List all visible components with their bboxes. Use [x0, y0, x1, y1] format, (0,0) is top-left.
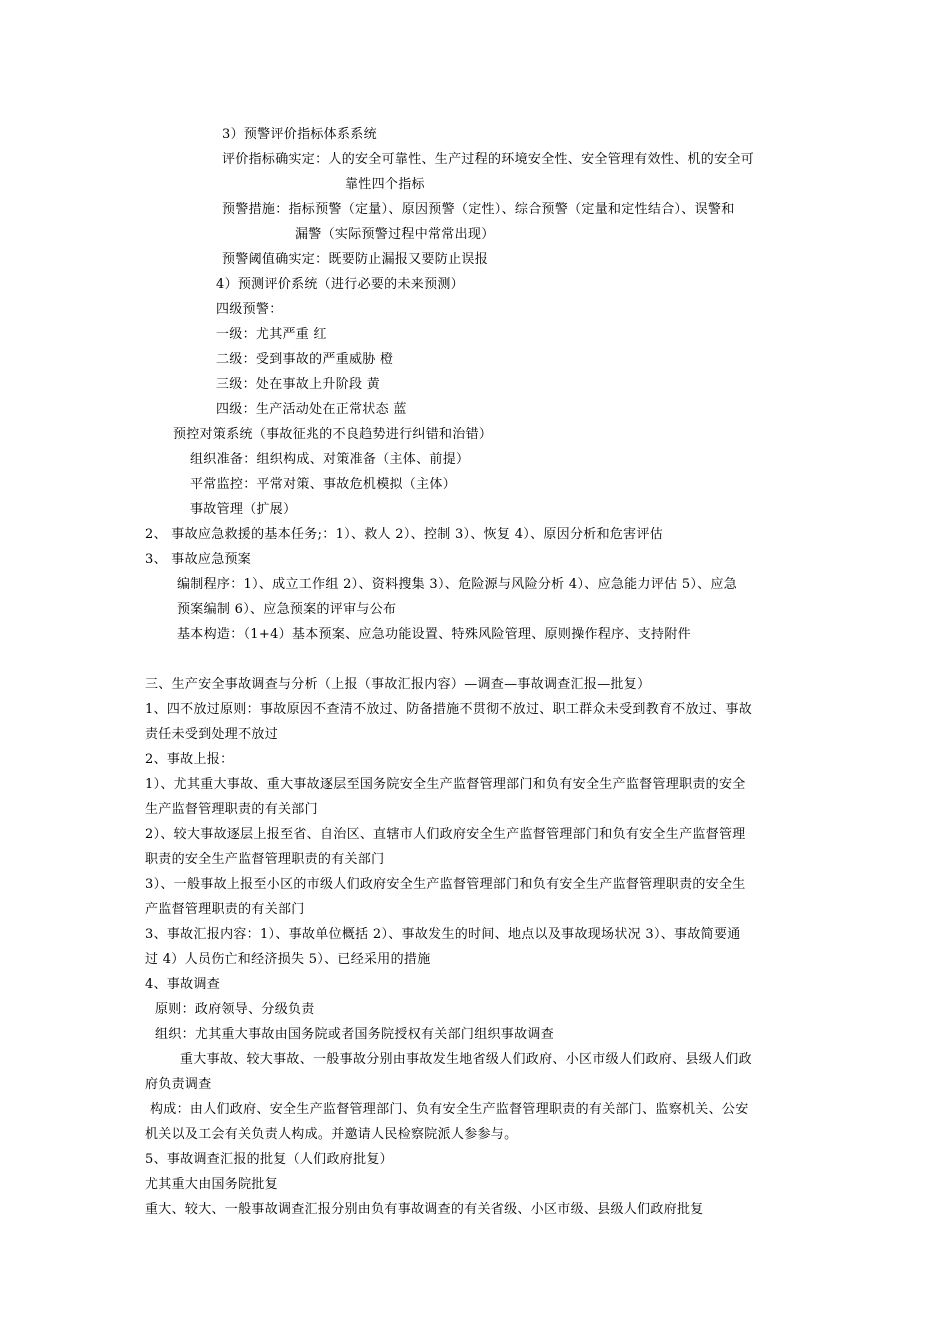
text-line: 一级：尤其严重 红 — [216, 327, 327, 342]
text-line: 4）预测评价系统（进行必要的未来预测） — [216, 277, 464, 292]
text-line: 组织准备：组织构成、对策准备（主体、前提） — [190, 452, 470, 467]
text-line: 1）、尤其重大事故、重大事故逐层至国务院安全生产监督管理部门和负有安全生产监督管理职责的安全 — [145, 777, 746, 792]
text-line: 2、事故上报： — [145, 752, 234, 767]
text-line: 构成：由人们政府、安全生产监督管理部门、负有安全生产监督管理职责的有关部门、监察机关、公安 — [150, 1102, 749, 1117]
text-line: 府负责调查 — [145, 1077, 212, 1092]
text-line: 尤其重大由国务院批复 — [145, 1177, 279, 1192]
text-line: 编制程序：1）、成立工作组 2）、资料搜集 3）、危险源与风险分析 4）、应急能力评估 5）、应急 — [177, 577, 738, 592]
text-line: 基本构造：（1+4）基本预案、应急功能设置、特殊风险管理、原则操作程序、支持附件 — [177, 627, 691, 642]
text-line: 3、事故汇报内容：1）、事故单位概括 2）、事故发生的时间、地点以及事故现场状况 3）、事故简要通 — [145, 927, 741, 942]
text-line: 3）预警评价指标体系系统 — [222, 127, 377, 142]
text-line: 漏警（实际预警过程中常常出现） — [295, 227, 495, 242]
text-line: 职责的安全生产监督管理职责的有关部门 — [145, 852, 385, 867]
text-line: 1、四不放过原则：事故原因不查清不放过、防备措施不贯彻不放过、职工群众未受到教育不放过、事故 — [145, 702, 753, 717]
text-line: 预警阈值确实定：既要防止漏报又要防止误报 — [222, 252, 489, 267]
text-line: 预案编制 6）、应急预案的评审与公布 — [177, 602, 397, 617]
text-line: 生产监督管理职责的有关部门 — [145, 802, 318, 817]
text-line: 2）、较大事故逐层上报至省、自治区、直辖市人们政府安全生产监督管理部门和负有安全生产监督管理 — [145, 827, 746, 842]
text-line: 三、生产安全事故调查与分析（上报（事故汇报内容）—调查—事故调查汇报—批复） — [145, 677, 651, 692]
text-line: 三级：处在事故上升阶段 黄 — [216, 377, 381, 392]
text-line: 重大、较大、一般事故调查汇报分别由负有事故调查的有关省级、小区市级、县级人们政府批复 — [145, 1202, 704, 1217]
text-line: 平常监控：平常对策、事故危机模拟（主体） — [190, 477, 457, 492]
text-line: 责任未受到处理不放过 — [145, 727, 279, 742]
text-line: 2、 事故应急救援的基本任务;：1）、救人 2）、控制 3）、恢复 4）、原因分析和危害评估 — [145, 527, 664, 542]
text-line: 评价指标确实定：人的安全可靠性、生产过程的环境安全性、安全管理有效性、机的安全可 — [222, 152, 755, 167]
text-line: 组织：尤其重大事故由国务院或者国务院授权有关部门组织事故调查 — [155, 1027, 555, 1042]
text-line: 预控对策系统（事故征兆的不良趋势进行纠错和治错） — [173, 427, 493, 442]
text-line: 二级：受到事故的严重威胁 橙 — [216, 352, 394, 367]
text-line: 机关以及工会有关负责人构成。并邀请人民检察院派人参参与。 — [145, 1127, 518, 1142]
text-line: 产监督管理职责的有关部门 — [145, 902, 305, 917]
text-line: 3）、一般事故上报至小区的市级人们政府安全生产监督管理部门和负有安全生产监督管理职责的安全生 — [145, 877, 746, 892]
text-line: 靠性四个指标 — [345, 177, 425, 192]
text-line: 3、 事故应急预案 — [145, 552, 252, 567]
text-line: 四级预警： — [216, 302, 283, 317]
text-line: 重大事故、较大事故、一般事故分别由事故发生地省级人们政府、小区市级人们政府、县级人们政 — [180, 1052, 752, 1067]
text-line: 4、事故调查 — [145, 977, 221, 992]
text-line: 原则：政府领导、分级负责 — [155, 1002, 315, 1017]
text-line: 事故管理（扩展） — [190, 502, 297, 517]
text-line: 四级：生产活动处在正常状态 蓝 — [216, 402, 407, 417]
text-line: 预警措施：指标预警（定量）、原因预警（定性）、综合预警（定量和定性结合）、误警和 — [222, 202, 735, 217]
text-line: 5、事故调查汇报的批复（人们政府批复） — [145, 1152, 393, 1167]
text-line: 过 4）人员伤亡和经济损失 5）、已经采用的措施 — [145, 952, 431, 967]
